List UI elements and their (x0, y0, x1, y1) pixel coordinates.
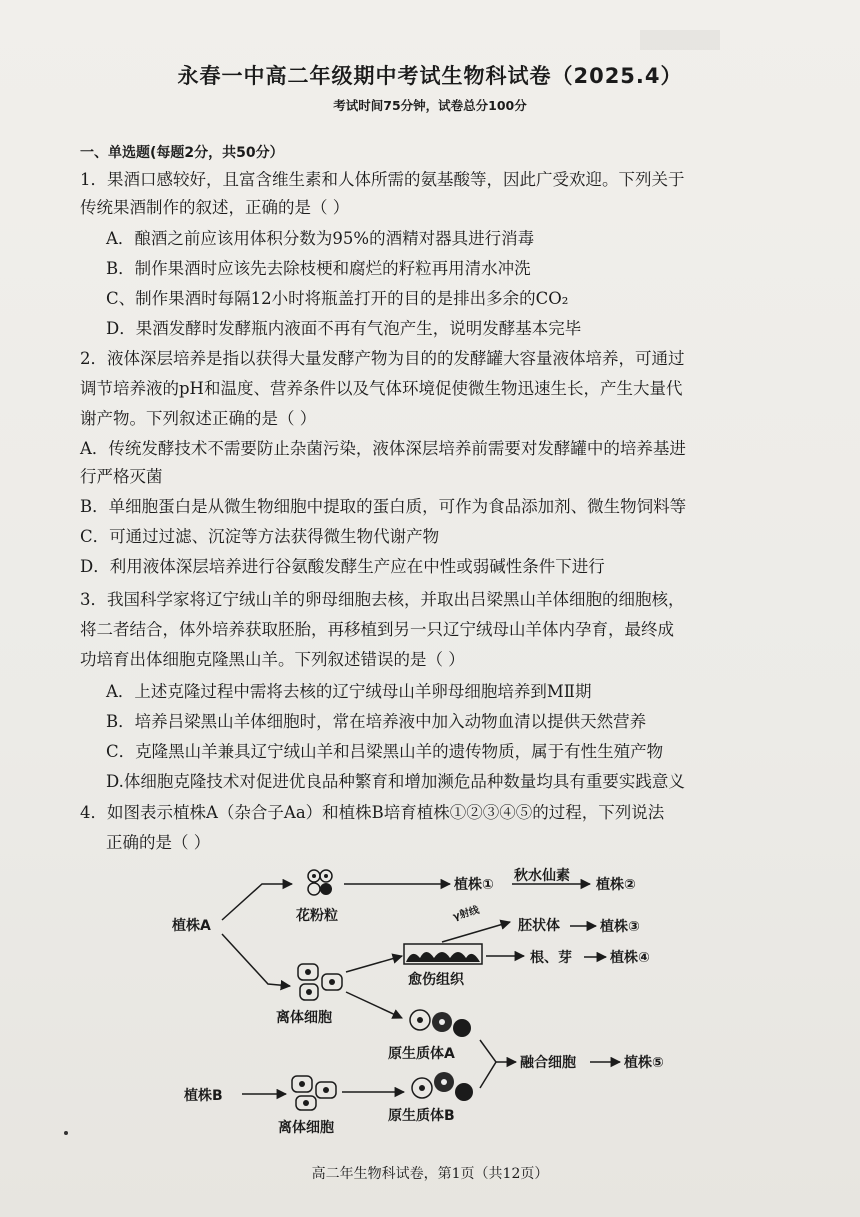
arrow-cells-to-protoplast-a (346, 992, 402, 1018)
arrow-cells-to-callus (346, 956, 402, 972)
plant-a-label: 植株A (172, 918, 211, 934)
exam-subtitle: 考试时间75分钟，试卷总分100分 (333, 98, 527, 113)
q4-stem-line2: 正确的是（ ） (106, 833, 211, 852)
arrow-a-to-cells (222, 934, 290, 986)
q2-stem-line1: 2．液体深层培养是指以获得大量发酵产物为目的的发酵罐大容量液体培养，可通过 (80, 349, 685, 368)
q2-option-c: C．可通过过滤、沉淀等方法获得微生物代谢产物 (80, 527, 440, 546)
q1-option-c: C、制作果酒时每隔12小时将瓶盖打开的目的是排出多余的CO₂ (106, 289, 569, 308)
callus-icon (404, 944, 482, 964)
isolated-cells-a-label: 离体细胞 (276, 1010, 332, 1026)
gamma-ray-label: γ射线 (451, 904, 481, 923)
q3-stem-line2: 将二者结合，体外培养获取胚胎，再移植到另一只辽宁绒母山羊体内孕育，最终成 (80, 620, 674, 639)
plant-breeding-diagram (150, 862, 690, 1142)
isolated-cells-a-icon (298, 964, 342, 1000)
q2-stem-line2: 调节培养液的pH和温度、营养条件以及气体环境促使微生物迅速生长，产生大量代 (80, 379, 683, 398)
pollen-grains-icon (308, 870, 332, 895)
callus-label: 愈伤组织 (408, 972, 464, 988)
q3-option-a: A．上述克隆过程中需将去核的辽宁绒母山羊卵母细胞培养到MⅡ期 (106, 682, 592, 701)
q2-option-a-line1: A．传统发酵技术不需要防止杂菌污染，液体深层培养前需要对发酵罐中的培养基进 (80, 439, 686, 458)
protoplast-a-icon (410, 1010, 471, 1037)
q2-option-d: D．利用液体深层培养进行谷氨酸发酵生产应在中性或弱碱性条件下进行 (80, 557, 605, 576)
isolated-cells-b-label: 离体细胞 (278, 1120, 334, 1136)
colchicine-label: 秋水仙素 (514, 868, 570, 884)
isolated-cells-b-icon (292, 1076, 336, 1110)
bleed-through-mark (640, 30, 720, 50)
q1-stem-line2: 传统果酒制作的叙述，正确的是（ ） (80, 198, 350, 217)
page-footer: 高二年生物科试卷，第1页（共12页） (311, 1166, 549, 1182)
q2-stem-line3: 谢产物。下列叙述正确的是（ ） (80, 409, 317, 428)
plant1-label: 植株① (454, 877, 494, 893)
fusion-bracket (480, 1040, 496, 1088)
q1-option-a: A．酿酒之前应该用体积分数为95%的酒精对器具进行消毒 (106, 229, 535, 248)
protoplast-b-icon (412, 1072, 473, 1101)
stray-dot (64, 1131, 68, 1135)
plant-b-label: 植株B (184, 1088, 223, 1104)
root-bud-label: 根、芽 (530, 950, 572, 966)
q3-stem-line3: 功培育出体细胞克隆黑山羊。下列叙述错误的是（ ） (80, 650, 465, 669)
section-heading: 一、单选题(每题2分，共50分） (80, 145, 284, 161)
q3-stem-line1: 3．我国科学家将辽宁绒山羊的卵母细胞去核，并取出吕梁黑山羊体细胞的细胞核， (80, 590, 685, 609)
plant3-label: 植株③ (600, 919, 640, 935)
q3-option-c: C．克隆黑山羊兼具辽宁绒山羊和吕梁黑山羊的遗传物质，属于有性生殖产物 (106, 742, 664, 761)
arrow-callus-to-embryoid (442, 922, 510, 942)
q3-option-b: B．培养吕梁黑山羊体细胞时，常在培养液中加入动物血清以提供天然营养 (106, 712, 647, 731)
plant4-label: 植株④ (610, 950, 650, 966)
plant5-label: 植株⑤ (624, 1055, 664, 1071)
q1-stem-line1: 1．果酒口感较好，且富含维生素和人体所需的氨基酸等，因此广受欢迎。下列关于 (80, 170, 685, 189)
q3-option-d: D.体细胞克隆技术对促进优良品种繁育和增加濒危品种数量均具有重要实践意义 (106, 772, 685, 791)
q1-option-b: B．制作果酒时应该先去除枝梗和腐烂的籽粒再用清水冲洗 (106, 259, 531, 278)
protoplast-a-label: 原生质体A (388, 1046, 455, 1062)
pollen-label: 花粉粒 (296, 908, 338, 924)
embryoid-label: 胚状体 (518, 918, 560, 934)
exam-title: 永春一中高二年级期中考试生物科试卷（2025.4） (177, 64, 683, 88)
fused-cell-label: 融合细胞 (520, 1055, 576, 1071)
arrow-a-to-pollen (222, 884, 292, 920)
q4-stem-line1: 4．如图表示植株A（杂合子Aa）和植株B培育植株①②③④⑤的过程，下列说法 (80, 803, 665, 822)
protoplast-b-label: 原生质体B (388, 1108, 455, 1124)
q1-option-d: D．果酒发酵时发酵瓶内液面不再有气泡产生，说明发酵基本完毕 (106, 319, 582, 338)
q2-option-a-line2: 行严格灭菌 (80, 467, 163, 486)
q2-option-b: B．单细胞蛋白是从微生物细胞中提取的蛋白质，可作为食品添加剂、微生物饲料等 (80, 497, 687, 516)
plant2-label: 植株② (596, 877, 636, 893)
